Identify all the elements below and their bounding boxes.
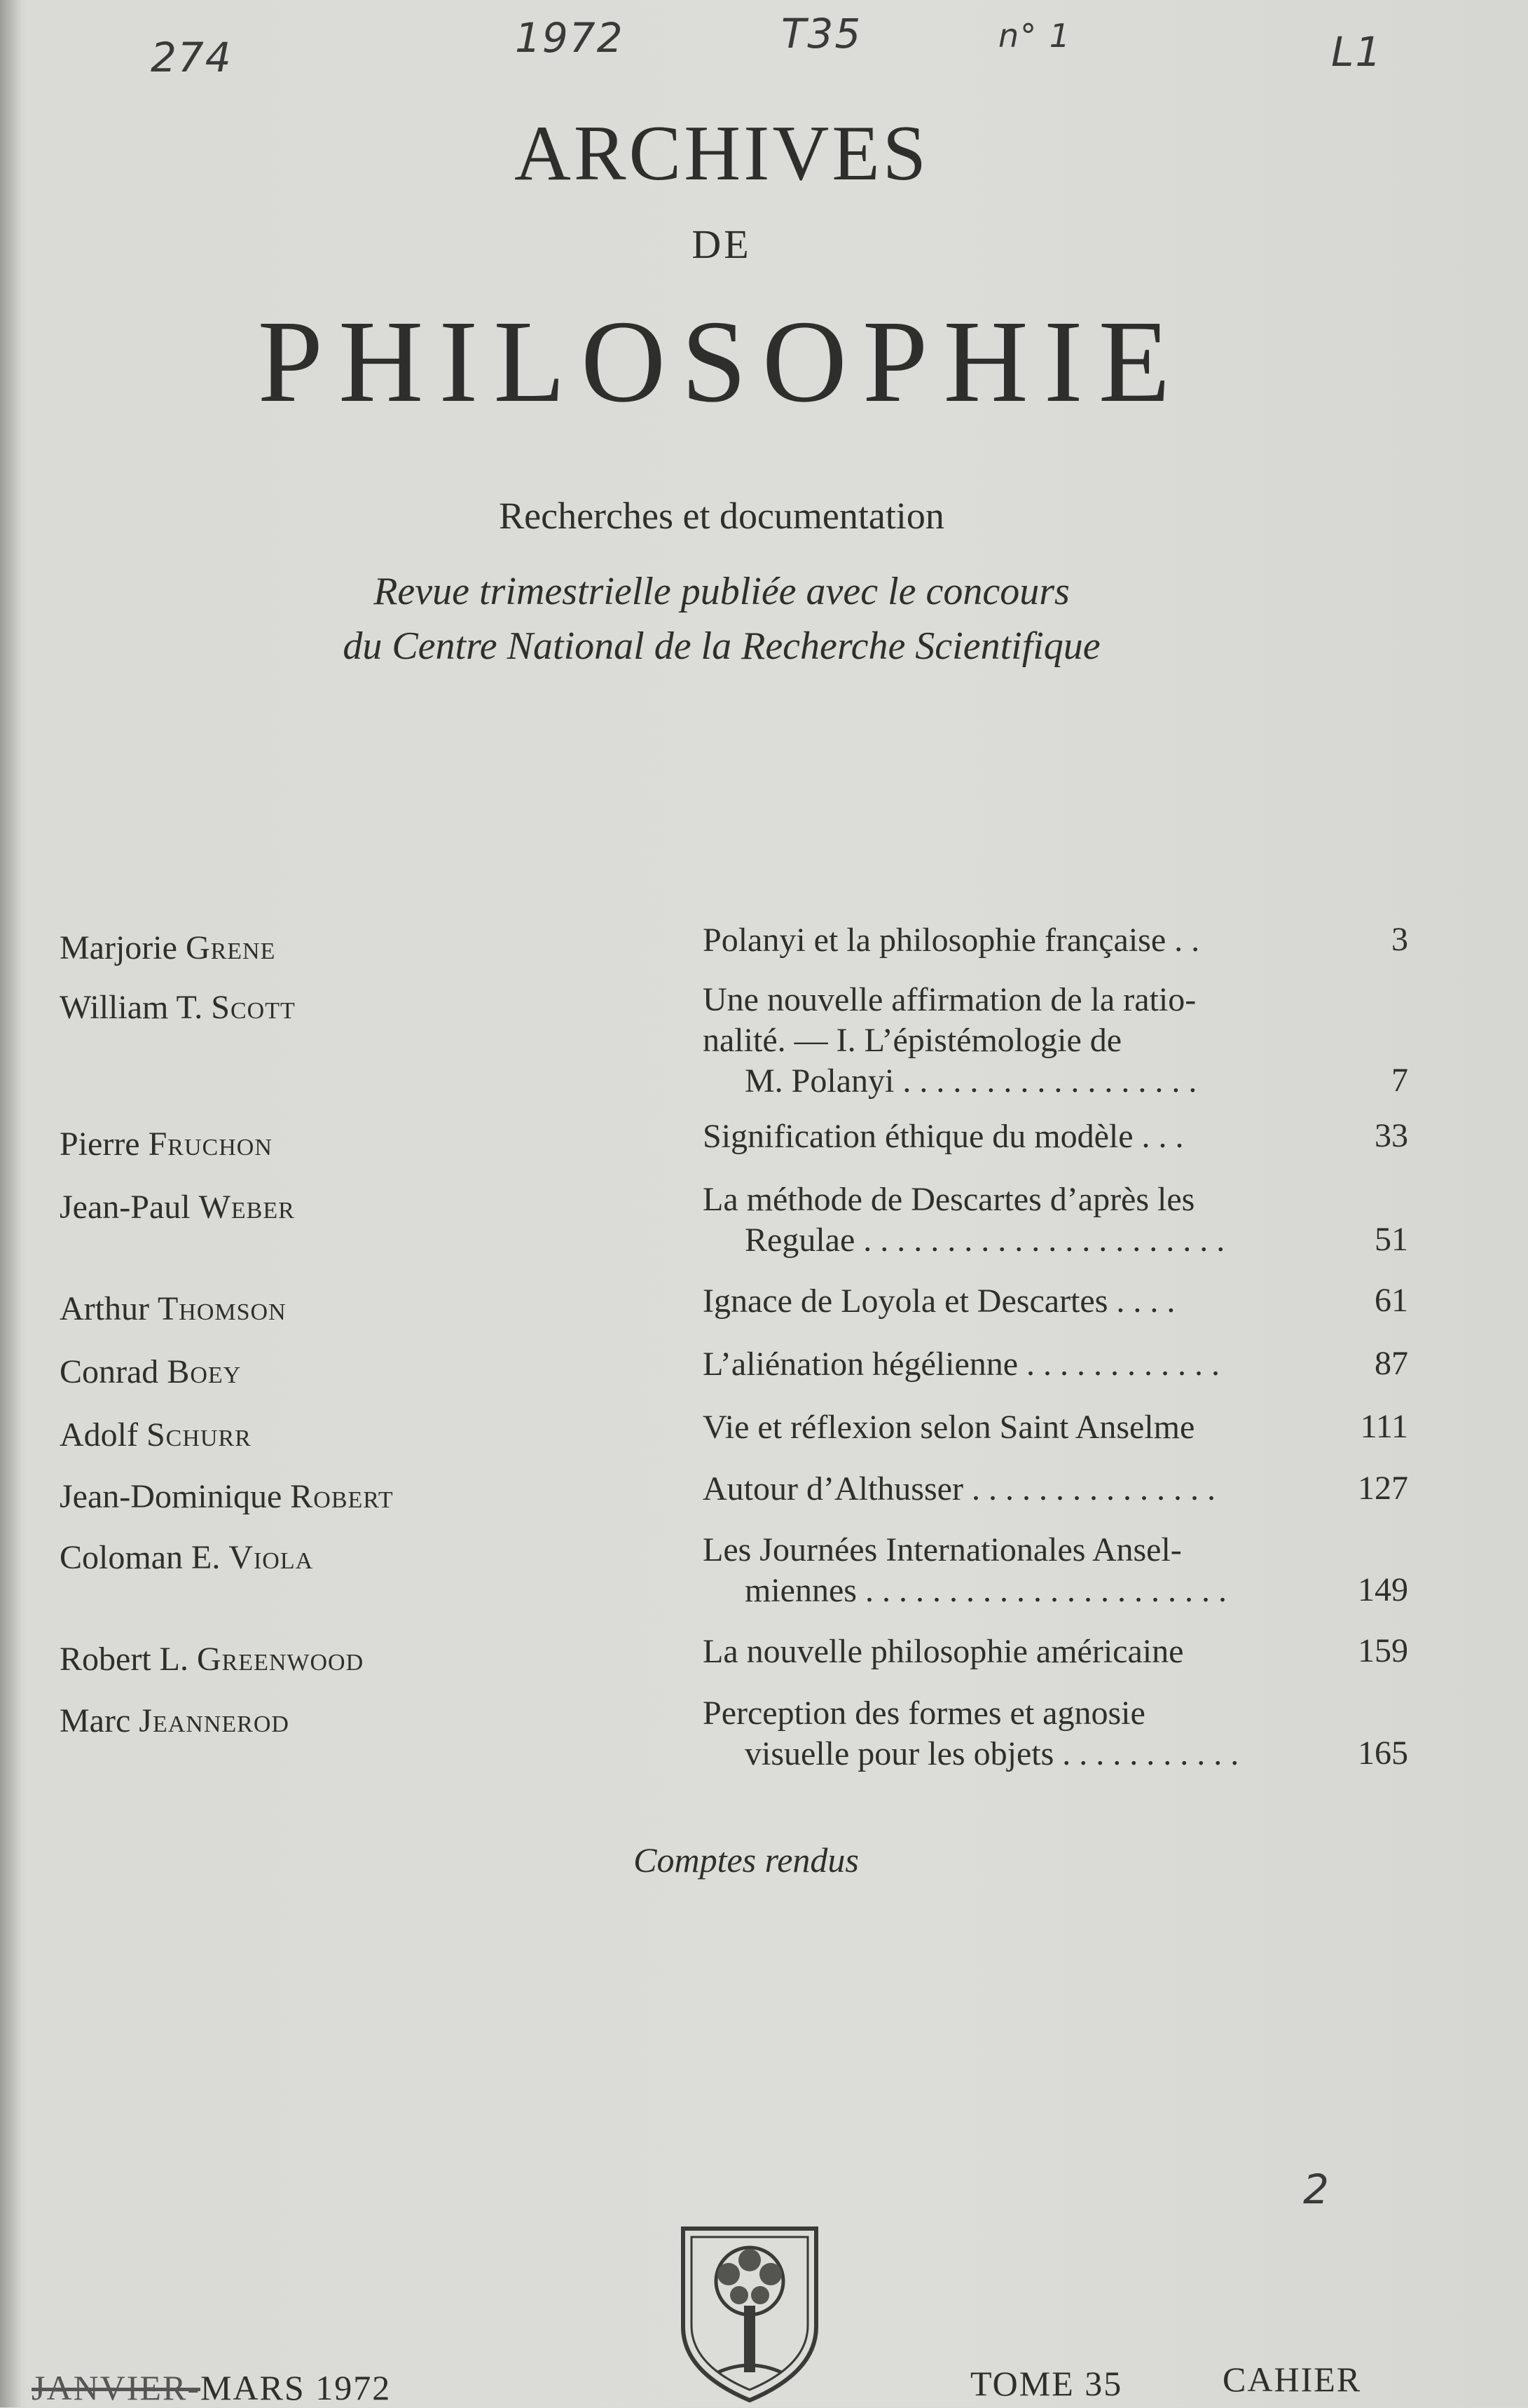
article-title-line: Une nouvelle affirmation de la ratio-: [703, 981, 1197, 1018]
journal-description-line-2: du Centre National de la Recherche Scientifique: [343, 624, 1101, 668]
article-title-line: miennes . . . . . . . . . . . . . . . . . . . . . .: [745, 1572, 1227, 1609]
article-title-line: Perception des formes et agnosie: [703, 1695, 1145, 1732]
toc-author: [60, 1640, 364, 1678]
article-title-line: Autour d’Althusser . . . . . . . . . . . . . . .: [703, 1470, 1216, 1507]
toc-article-title: [703, 920, 1312, 961]
author-last-name: Robert: [290, 1478, 394, 1515]
toc-article-title: [703, 1281, 1312, 1322]
toc-author: [60, 1477, 394, 1516]
author-last-name: Thomson: [157, 1290, 287, 1327]
handwritten-number: 274: [151, 34, 233, 81]
toc-article-title: [703, 1116, 1312, 1157]
journal-title-de: DE: [691, 221, 752, 267]
toc-page-number: 149: [1358, 1571, 1408, 1608]
toc-article-title: [703, 1344, 1312, 1385]
article-title-line: visuelle pour les objets . . . . . . . . . . .: [745, 1735, 1239, 1772]
author-first-name: Robert L.: [60, 1641, 188, 1678]
author-first-name: Pierre: [60, 1126, 140, 1163]
toc-page-number: 127: [1358, 1470, 1408, 1507]
toc-author: [60, 1125, 273, 1163]
toc-article-title: [703, 1693, 1312, 1774]
toc-page-number: 165: [1358, 1735, 1408, 1772]
author-first-name: Jean-Paul: [60, 1189, 191, 1226]
toc-author: [60, 988, 296, 1027]
publisher-crest-icon: [676, 2222, 823, 2407]
article-title-line: Regulae . . . . . . . . . . . . . . . . . . . . . .: [745, 1222, 1225, 1259]
issue-month-struck: JANVIER-: [32, 2368, 200, 2407]
toc-author: [60, 1538, 313, 1577]
toc-page-number: 87: [1375, 1345, 1408, 1382]
toc-article-title: [703, 980, 1312, 1102]
journal-title-philosophie: PHILOSOPHIE: [257, 296, 1186, 427]
toc-author: [60, 1188, 295, 1226]
toc-page-number: 33: [1375, 1117, 1408, 1154]
toc-author: [60, 1353, 241, 1391]
author-last-name: Schurr: [146, 1416, 252, 1453]
article-title-line: M. Polanyi . . . . . . . . . . . . . . . . . .: [745, 1062, 1197, 1100]
toc-author: [60, 1289, 287, 1328]
handwritten-code: T35: [781, 10, 862, 57]
issue-tome: TOME 35: [970, 2364, 1123, 2403]
handwritten-margin-mark: 2: [1303, 2166, 1330, 2213]
author-first-name: William T.: [60, 989, 203, 1026]
toc-author: [60, 929, 275, 967]
comptes-rendus-heading: Comptes rendus: [633, 1840, 859, 1880]
author-last-name: Viola: [228, 1539, 314, 1576]
article-title-line: La méthode de Descartes d’après les: [703, 1181, 1195, 1218]
toc-page-number: 7: [1391, 1062, 1408, 1099]
toc-author: [60, 1702, 289, 1740]
toc-page-number: 159: [1358, 1632, 1408, 1669]
journal-title-archives: ARCHIVES: [514, 110, 930, 197]
toc-page-number: 111: [1360, 1408, 1408, 1445]
toc-article-title: [703, 1469, 1312, 1510]
toc-author: [60, 1416, 252, 1454]
author-last-name: Jeannerod: [139, 1702, 289, 1739]
toc-article-title: [703, 1530, 1312, 1611]
article-title-line: L’aliénation hégélienne . . . . . . . . . . . .: [703, 1346, 1220, 1383]
toc-page-number: 3: [1391, 921, 1408, 958]
handwritten-issue-number: n° 1: [998, 17, 1072, 55]
article-title-line: La nouvelle philosophie américaine: [703, 1633, 1184, 1670]
toc-article-title: [703, 1179, 1312, 1261]
author-first-name: Marc: [60, 1702, 131, 1739]
article-title-line: Signification éthique du modèle . . .: [703, 1118, 1184, 1155]
issue-cahier: CAHIER: [1223, 2360, 1362, 2399]
author-last-name: Greenwood: [196, 1641, 364, 1678]
article-title-line: nalité. — I. L’épistémologie de: [703, 1022, 1122, 1059]
issue-period: [32, 2367, 391, 2408]
article-title-line: Polanyi et la philosophie française . .: [703, 922, 1200, 959]
author-first-name: Arthur: [60, 1290, 149, 1327]
article-title-line: Ignace de Loyola et Descartes . . . .: [703, 1282, 1176, 1320]
author-last-name: Weber: [198, 1189, 295, 1226]
article-title-line: Les Journées Internationales Ansel-: [703, 1531, 1182, 1568]
author-last-name: Boey: [167, 1353, 242, 1390]
article-title-line: Vie et réflexion selon Saint Anselme: [703, 1409, 1195, 1446]
issue-month-year: MARS 1972: [200, 2368, 392, 2407]
journal-description-line-1: Revue trimestrielle publiée avec le concours: [373, 570, 1070, 613]
handwritten-year: 1972: [515, 14, 624, 62]
author-first-name: Coloman E.: [60, 1539, 221, 1576]
author-last-name: Scott: [211, 989, 296, 1026]
toc-page-number: 61: [1375, 1282, 1408, 1319]
toc-article-title: [703, 1407, 1312, 1448]
handwritten-shelf-mark: L1: [1331, 28, 1383, 76]
author-last-name: Fruchon: [148, 1126, 273, 1163]
author-first-name: Conrad: [60, 1353, 159, 1390]
author-first-name: Marjorie: [60, 929, 177, 966]
toc-page-number: 51: [1375, 1221, 1408, 1258]
author-first-name: Adolf: [60, 1416, 138, 1453]
author-last-name: Grene: [185, 929, 276, 966]
journal-subtitle: Recherches et documentation: [499, 495, 944, 537]
toc-article-title: [703, 1631, 1312, 1672]
author-first-name: Jean-Dominique: [60, 1478, 282, 1515]
